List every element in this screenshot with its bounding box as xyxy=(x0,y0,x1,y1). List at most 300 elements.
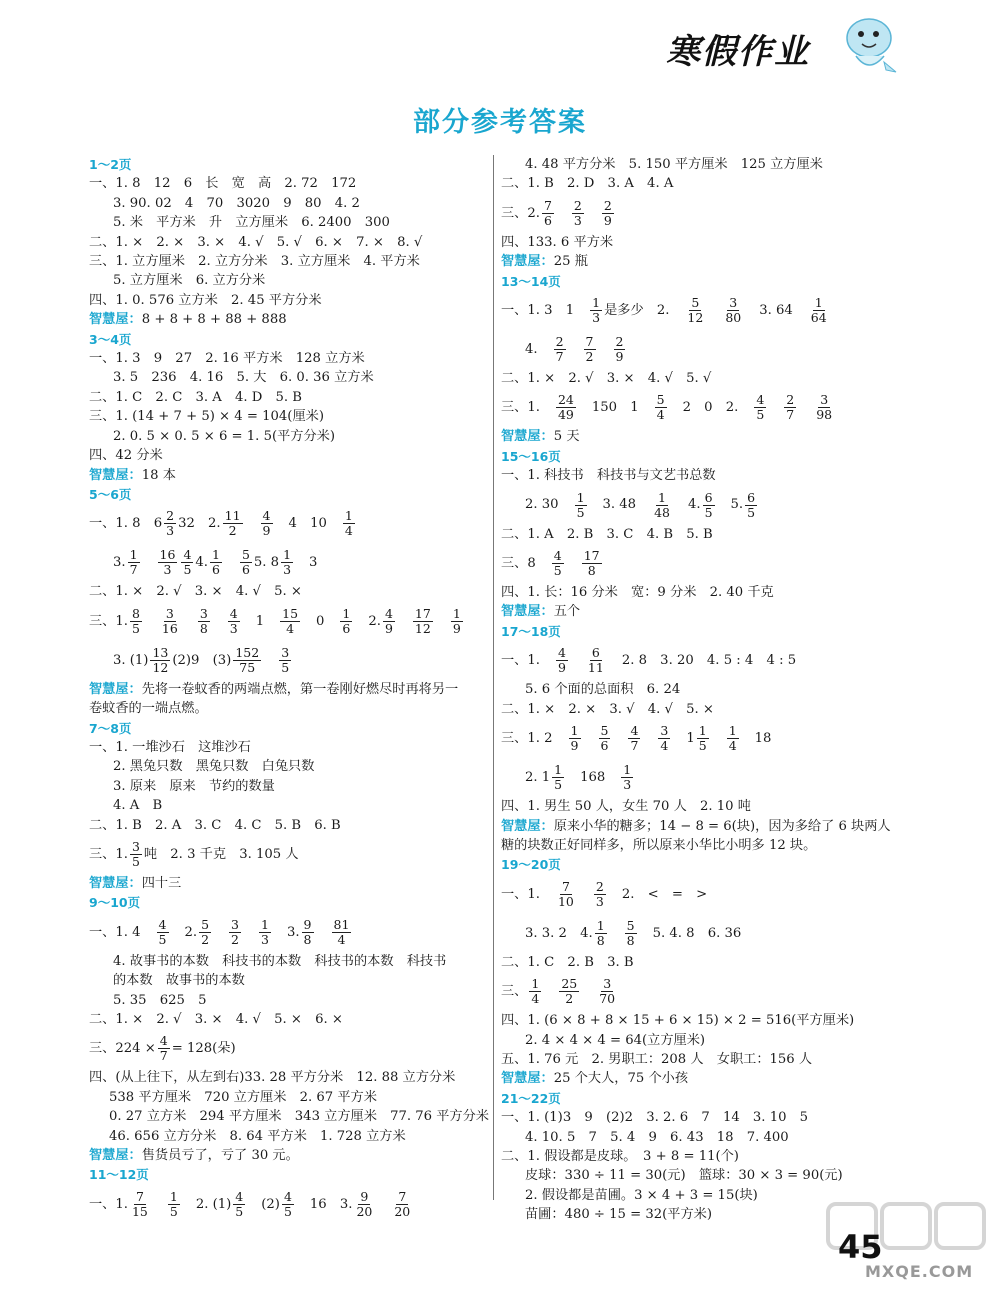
numerator: 2 xyxy=(595,878,604,894)
denominator: 8 xyxy=(596,932,605,948)
fraction xyxy=(130,1190,150,1219)
denominator: 49 xyxy=(557,407,574,423)
answer-text: 16 3. xyxy=(309,1196,353,1212)
fraction xyxy=(614,335,626,364)
fraction xyxy=(723,296,743,325)
numerator: 3 xyxy=(603,976,612,992)
denominator: 9 xyxy=(570,738,579,754)
section-heading: 11～12页 xyxy=(89,1167,149,1183)
answer-line: 二、1. × 2. √ 3. × 4. √ 5. × xyxy=(89,584,302,600)
fraction xyxy=(198,607,210,636)
answer-text: 三、1. xyxy=(89,846,128,862)
wisdom-answer: 18 本 xyxy=(141,467,176,483)
section-heading: 5～6页 xyxy=(89,486,132,502)
numerator: 2 xyxy=(573,197,582,213)
denominator: 80 xyxy=(725,310,742,326)
answer-line: 二、1. B 2. D 3. A 4. A xyxy=(501,176,674,192)
numerator: 6 xyxy=(747,489,756,505)
fraction xyxy=(652,491,672,520)
wisdom-label: 智慧屋： xyxy=(501,604,554,620)
denominator: 75 xyxy=(239,659,256,675)
answer-text: 吨 2. 3 千克 3. 105 人 xyxy=(143,846,299,862)
denominator: 3 xyxy=(283,562,292,578)
wisdom-line xyxy=(89,680,494,699)
answer-line xyxy=(89,641,494,680)
numerator: 4 xyxy=(557,645,566,661)
numerator: 1 xyxy=(129,547,138,563)
denominator: 7 xyxy=(129,562,138,578)
numerator: 1 xyxy=(728,723,737,739)
fraction xyxy=(697,724,709,753)
answer-line xyxy=(501,914,921,953)
fraction xyxy=(181,548,193,577)
fraction xyxy=(282,1190,294,1219)
answer-line xyxy=(501,641,921,680)
fraction xyxy=(554,335,566,364)
right-column xyxy=(501,155,921,1225)
answer-line: 四、1. 长：16 分米 宽：9 分米 2. 40 千克 xyxy=(501,585,774,601)
answer-line: 2. 0. 5 × 0. 5 × 6 = 1. 5(平方分米) xyxy=(113,428,335,444)
fraction xyxy=(259,918,271,947)
answer-text: 150 1 xyxy=(591,400,639,416)
answer-line xyxy=(89,543,494,582)
answer-text: 一、1. 3 1 xyxy=(501,302,575,318)
fraction xyxy=(343,509,355,538)
fraction xyxy=(602,199,614,228)
answer-text: 2. xyxy=(184,924,198,940)
denominator: 5 xyxy=(131,853,140,869)
denominator: 5 xyxy=(235,1203,244,1219)
answer-line: 皮球：330 ÷ 11 = 30(元) 篮球：30 × 3 = 90(元) xyxy=(525,1168,843,1184)
brand-title: 寒假作业 xyxy=(666,32,810,72)
wisdom-line xyxy=(501,252,921,271)
answer-line: 二、1. × 2. × 3. √ 4. √ 5. × xyxy=(501,701,714,717)
answer-line: 3. 原来 原来 节约的数量 xyxy=(113,778,275,794)
denominator: 10 xyxy=(557,893,574,909)
wisdom-line xyxy=(501,817,921,836)
answer-text: 三、224 × xyxy=(89,1041,156,1057)
section-heading: 19～20页 xyxy=(501,857,561,873)
denominator: 9 xyxy=(262,523,271,539)
denominator: 2 xyxy=(228,523,237,539)
numerator: 24 xyxy=(557,392,574,408)
answer-line xyxy=(501,388,921,427)
numerator: 1 xyxy=(283,547,292,563)
section-heading: 15～16页 xyxy=(501,448,561,464)
section-heading: 17～18页 xyxy=(501,623,561,639)
answer-text: 是多少 2. xyxy=(604,302,670,318)
answer-line: 5. 35 625 5 xyxy=(113,992,207,1008)
numerator: 4 xyxy=(235,1188,244,1204)
answer-line: 四、1. 男生 50 人，女生 70 人 2. 10 吨 xyxy=(501,799,751,815)
denominator: 15 xyxy=(131,1203,148,1219)
denominator: 3 xyxy=(595,893,604,909)
wisdom-label: 智慧屋： xyxy=(501,818,554,834)
numerator: 1 xyxy=(592,295,601,311)
answer-line: 二、1. C 2. C 3. A 4. D 5. B xyxy=(89,389,302,405)
answer-line: 4. 48 平方分米 5. 150 平方厘米 125 立方厘米 xyxy=(525,157,823,172)
answer-line xyxy=(501,758,921,797)
fraction xyxy=(150,646,170,675)
numerator: 11 xyxy=(224,508,241,524)
answer-text: 3. 48 xyxy=(602,497,637,513)
answer-text: 2. < = > xyxy=(621,886,708,902)
answer-line xyxy=(501,486,921,525)
fraction xyxy=(569,724,581,753)
answer-text: 一、1. 4 xyxy=(89,924,141,940)
denominator: 8 xyxy=(626,932,635,948)
numerator: 4 xyxy=(384,605,393,621)
answer-text: 三、8 xyxy=(501,555,536,571)
answer-line: 2. 黑兔只数 黑兔只数 白兔只数 xyxy=(113,759,315,775)
answer-line: 二、1. × 2. √ 3. × 4. √ 5. √ xyxy=(501,371,712,387)
answer-line: 3. 5 236 4. 16 5. 大 6. 0. 36 立方米 xyxy=(113,370,374,386)
fraction xyxy=(814,393,834,422)
answer-line: 5. 米 平方米 升 立方厘米 6. 2400 300 xyxy=(113,215,390,231)
answer-line xyxy=(89,1185,494,1224)
fraction xyxy=(158,1034,170,1063)
fraction xyxy=(745,491,757,520)
wisdom-label: 智慧屋： xyxy=(89,681,142,697)
numerator: 4 xyxy=(756,392,765,408)
denominator: 4 xyxy=(531,991,540,1007)
numerator: 2 xyxy=(615,334,624,350)
answer-line xyxy=(501,544,921,583)
numerator: 1 xyxy=(623,762,632,778)
header-brand xyxy=(660,14,980,84)
fraction xyxy=(552,549,564,578)
answer-line: 一、1. 一堆沙石 这堆沙石 xyxy=(89,739,251,755)
answer-text: 1 xyxy=(255,613,265,629)
numerator: 6 xyxy=(704,489,713,505)
answer-line: 一、1. 8 12 6 长 宽 高 2. 72 172 xyxy=(89,176,357,192)
wisdom-label: 智慧屋： xyxy=(89,875,142,891)
answer-line: 四、42 分米 xyxy=(89,448,163,464)
denominator: 2 xyxy=(201,931,210,947)
fraction xyxy=(128,548,140,577)
answer-line: 苗圃：480 ÷ 15 = 32(平方米) xyxy=(525,1207,713,1223)
wisdom-answer: 先将一卷蚊香的两端点燃，第一卷刚好燃尽时再将另一 xyxy=(141,681,459,697)
numerator: 5 xyxy=(241,547,250,563)
denominator: 5 xyxy=(158,931,167,947)
denominator: 9 xyxy=(615,349,624,365)
answer-line: 3. 90. 02 4 70 3020 9 80 4. 2 xyxy=(113,195,360,211)
numerator: 7 xyxy=(135,1188,144,1204)
wisdom-line: 卷蚊香的一端点燃。 xyxy=(89,701,208,717)
numerator: 7 xyxy=(561,878,570,894)
denominator: 16 xyxy=(161,620,178,636)
wisdom-label: 智慧屋： xyxy=(89,1148,142,1164)
denominator: 5 xyxy=(554,777,563,793)
answer-text: (2) xyxy=(261,1196,280,1212)
answer-line xyxy=(501,719,921,758)
answer-line: 四、1. (6 × 8 + 8 × 15 + 6 × 15) × 2 = 516(平方厘米) xyxy=(501,1013,855,1029)
numerator: 1 xyxy=(596,917,605,933)
answer-line xyxy=(501,291,921,330)
answer-line xyxy=(89,913,494,952)
numerator: 1 xyxy=(576,489,585,505)
denominator: 4 xyxy=(344,523,353,539)
denominator: 5 xyxy=(169,1203,178,1219)
denominator: 4 xyxy=(286,620,295,636)
wisdom-line xyxy=(501,1069,921,1088)
denominator: 7 xyxy=(159,1048,168,1064)
fraction xyxy=(529,977,541,1006)
answer-text: 2. (1) xyxy=(195,1196,232,1212)
answer-text: 5. 4. 8 6. 36 xyxy=(652,925,742,941)
numerator: 1 xyxy=(570,723,579,739)
wisdom-line xyxy=(89,466,494,485)
answer-line xyxy=(501,194,921,233)
numerator: 152 xyxy=(235,644,260,660)
numerator: 1 xyxy=(169,1188,178,1204)
numerator: 8 xyxy=(131,605,140,621)
denominator: 5 xyxy=(698,738,707,754)
answer-line: 一、1. 科技书 科技书与文艺书总数 xyxy=(501,468,716,484)
numerator: 1 xyxy=(814,295,823,311)
fraction xyxy=(655,393,667,422)
numerator: 2 xyxy=(786,392,795,408)
wisdom-line xyxy=(89,310,494,329)
answer-text: 2. 1 xyxy=(525,769,551,785)
denominator: 12 xyxy=(152,659,169,675)
denominator: 3 xyxy=(166,523,175,539)
numerator: 5 xyxy=(691,295,700,311)
answer-text: 2. 30 xyxy=(525,497,559,513)
denominator: 5 xyxy=(183,562,192,578)
answer-text: 5. xyxy=(730,497,744,513)
fraction xyxy=(784,393,796,422)
wisdom-answer: 8 + 8 + 8 + 88 + 888 xyxy=(141,312,287,328)
numerator: 15 xyxy=(282,605,299,621)
denominator: 5 xyxy=(283,1203,292,1219)
fraction xyxy=(223,509,243,538)
fraction xyxy=(575,491,587,520)
answer-line: 一、1. (1)3 9 (2)2 3. 2. 6 7 14 3. 10 5 xyxy=(501,1110,809,1126)
answer-line: 的本数 故事书的本数 xyxy=(113,973,245,989)
numerator: 4 xyxy=(183,547,192,563)
denominator: 7 xyxy=(786,407,795,423)
wisdom-line xyxy=(501,602,921,621)
fraction xyxy=(332,918,352,947)
numerator: 4 xyxy=(553,548,562,564)
fraction xyxy=(233,646,261,675)
page-title: 部分参考答案 xyxy=(413,107,587,138)
fraction xyxy=(340,607,352,636)
denominator: 9 xyxy=(557,660,566,676)
numerator: 1 xyxy=(452,605,461,621)
numerator: 5 xyxy=(600,723,609,739)
numerator: 7 xyxy=(543,197,552,213)
denominator: 9 xyxy=(452,620,461,636)
numerator: 1 xyxy=(698,723,707,739)
answer-text: 3 xyxy=(309,555,318,571)
fraction xyxy=(130,840,142,869)
denominator: 20 xyxy=(394,1203,411,1219)
denominator: 6 xyxy=(212,562,220,578)
fraction xyxy=(233,1190,245,1219)
answer-text: 三、1. 2 xyxy=(501,730,553,746)
denominator: 5 xyxy=(747,504,756,520)
numerator: 2 xyxy=(603,197,612,213)
answer-line xyxy=(89,504,494,543)
denominator: 4 xyxy=(660,738,669,754)
wisdom-answer: 25 个大人，75 个小孩 xyxy=(553,1071,689,1087)
wisdom-line xyxy=(89,874,494,893)
answer-text: 3. xyxy=(286,924,300,940)
denominator: 9 xyxy=(384,620,393,636)
numerator: 4 xyxy=(262,508,271,524)
denominator: 20 xyxy=(356,1203,373,1219)
wisdom-label: 智慧屋： xyxy=(501,254,554,270)
wisdom-label: 智慧屋： xyxy=(89,467,142,483)
wisdom-answer: 5 天 xyxy=(553,429,580,445)
wisdom-label: 智慧屋： xyxy=(501,429,554,445)
fraction xyxy=(413,607,433,636)
wisdom-answer: 原来小华的糖多；14 − 8 = 6(块)，因为多给了 6 块两人 xyxy=(553,818,891,834)
answer-text: 4 10 xyxy=(288,516,327,532)
numerator: 1 xyxy=(212,547,220,563)
fraction xyxy=(229,918,241,947)
fraction xyxy=(556,393,576,422)
answer-text: 一、1. xyxy=(501,886,540,902)
fraction xyxy=(383,607,395,636)
fraction xyxy=(158,548,178,577)
denominator: 3 xyxy=(573,212,582,228)
fraction xyxy=(582,549,602,578)
fraction xyxy=(168,1190,180,1219)
denominator: 8 xyxy=(199,620,208,636)
numerator: 81 xyxy=(333,916,350,932)
fraction xyxy=(625,919,637,948)
answer-text: 3. xyxy=(113,555,126,571)
fraction xyxy=(703,491,715,520)
answer-line: 2. 假设都是苗圃。3 × 4 + 3 = 15(块) xyxy=(525,1187,758,1203)
denominator: 3 xyxy=(261,931,269,947)
answer-text: 三、2. xyxy=(501,205,540,221)
answer-line: 二、1. 假设都是皮球。 3 + 8 = 11(个) xyxy=(501,1148,739,1164)
numerator: 1 xyxy=(344,508,353,524)
answer-line: 46. 656 立方分米 8. 64 平方米 1. 728 立方米 xyxy=(109,1128,406,1144)
answer-text: 三、1. xyxy=(501,400,540,416)
denominator: 64 xyxy=(810,310,827,326)
denominator: 3 xyxy=(592,310,601,326)
denominator: 4 xyxy=(728,738,737,754)
denominator: 6 xyxy=(543,212,552,228)
answer-line: 5. 立方厘米 6. 立方分米 xyxy=(113,273,266,289)
watermark-text: MXQE.COM xyxy=(865,1262,974,1281)
denominator: 6 xyxy=(241,562,250,578)
numerator: 25 xyxy=(561,976,578,992)
fraction xyxy=(599,724,611,753)
section-heading: 13～14页 xyxy=(501,273,561,289)
fraction xyxy=(210,548,222,577)
fraction xyxy=(164,509,176,538)
numerator: 6 xyxy=(591,645,600,661)
numerator: 9 xyxy=(360,1188,369,1204)
answer-text: 0 xyxy=(316,613,325,629)
numerator: 3 xyxy=(729,295,738,311)
section-heading: 7～8页 xyxy=(89,720,132,736)
fraction xyxy=(281,548,293,577)
numerator: 3 xyxy=(281,644,290,660)
answer-line: 二、1. A 2. B 3. C 4. B 5. B xyxy=(501,526,713,542)
denominator: 4 xyxy=(656,407,665,423)
wisdom-answer: 25 瓶 xyxy=(553,254,588,270)
denominator: 8 xyxy=(587,563,596,579)
fraction xyxy=(586,646,606,675)
section-heading: 21～22页 xyxy=(501,1090,561,1106)
numerator: 1 xyxy=(531,976,540,992)
fraction xyxy=(261,509,273,538)
numerator: 16 xyxy=(159,547,176,563)
fraction xyxy=(556,646,568,675)
denominator: 48 xyxy=(654,504,670,520)
fraction xyxy=(279,646,291,675)
section-heading: 1～2页 xyxy=(89,157,132,172)
fraction xyxy=(595,919,607,948)
answer-line: 四、(从上往下，从左到右)33. 28 平方分米 12. 88 立方分米 xyxy=(89,1070,456,1086)
answer-text: (2)9 (3) xyxy=(172,652,232,668)
fraction xyxy=(685,296,705,325)
denominator: 8 xyxy=(303,931,312,947)
numerator: 3 xyxy=(165,605,174,621)
answer-text: 一、1. xyxy=(89,1196,128,1212)
answer-line: 二、1. B 2. A 3. C 4. C 5. B 6. B xyxy=(89,817,341,833)
denominator: 5 xyxy=(281,659,290,675)
denominator: 3 xyxy=(163,562,172,578)
wisdom-answer: 售货员亏了，亏了 30 元。 xyxy=(141,1148,299,1164)
answer-text: 3. 64 xyxy=(759,302,793,318)
fraction xyxy=(157,918,169,947)
answer-line: 二、1. C 2. B 3. B xyxy=(501,954,634,970)
fraction xyxy=(240,548,252,577)
fraction xyxy=(451,607,463,636)
numerator: 2 xyxy=(166,508,175,524)
answer-line: 一、1. 3 9 27 2. 16 平方米 128 立方米 xyxy=(89,351,365,367)
numerator: 3 xyxy=(199,605,208,621)
answer-line xyxy=(89,835,494,874)
left-column xyxy=(89,155,494,1224)
answer-line: 三、1. (14 + 7 + 5) × 4 = 104(厘米) xyxy=(89,409,324,425)
numerator: 3 xyxy=(131,838,140,854)
answer-line: 五、1. 76 元 2. 男职工：208 人 女职工：156 人 xyxy=(501,1051,813,1067)
fraction xyxy=(628,724,640,753)
answer-line: 二、1. × 2. √ 3. × 4. √ 5. × 6. × xyxy=(89,1012,343,1027)
answer-line xyxy=(501,875,921,914)
fraction xyxy=(590,296,602,325)
fraction xyxy=(809,296,829,325)
numerator: 1 xyxy=(342,605,351,621)
denominator: 6 xyxy=(600,738,609,754)
denominator: 7 xyxy=(630,738,639,754)
fraction xyxy=(392,1190,412,1219)
answer-text: 18 xyxy=(754,730,772,746)
denominator: 11 xyxy=(587,660,604,676)
wisdom-line xyxy=(89,1146,494,1165)
numerator: 17 xyxy=(583,548,600,564)
numerator: 3 xyxy=(660,723,669,739)
answer-line xyxy=(89,1029,494,1068)
dolphin-mascot-icon xyxy=(838,14,900,80)
answer-line: 0. 27 立方米 294 平方厘米 343 立方厘米 77. 76 平方分米 xyxy=(109,1109,489,1125)
fraction xyxy=(302,918,314,947)
answer-text: 三、1. xyxy=(89,613,128,629)
answer-line: 538 平方厘米 720 立方厘米 2. 67 平方米 xyxy=(109,1089,377,1105)
answer-text: 三、 xyxy=(501,983,528,999)
fraction xyxy=(556,880,576,909)
fraction xyxy=(552,763,564,792)
